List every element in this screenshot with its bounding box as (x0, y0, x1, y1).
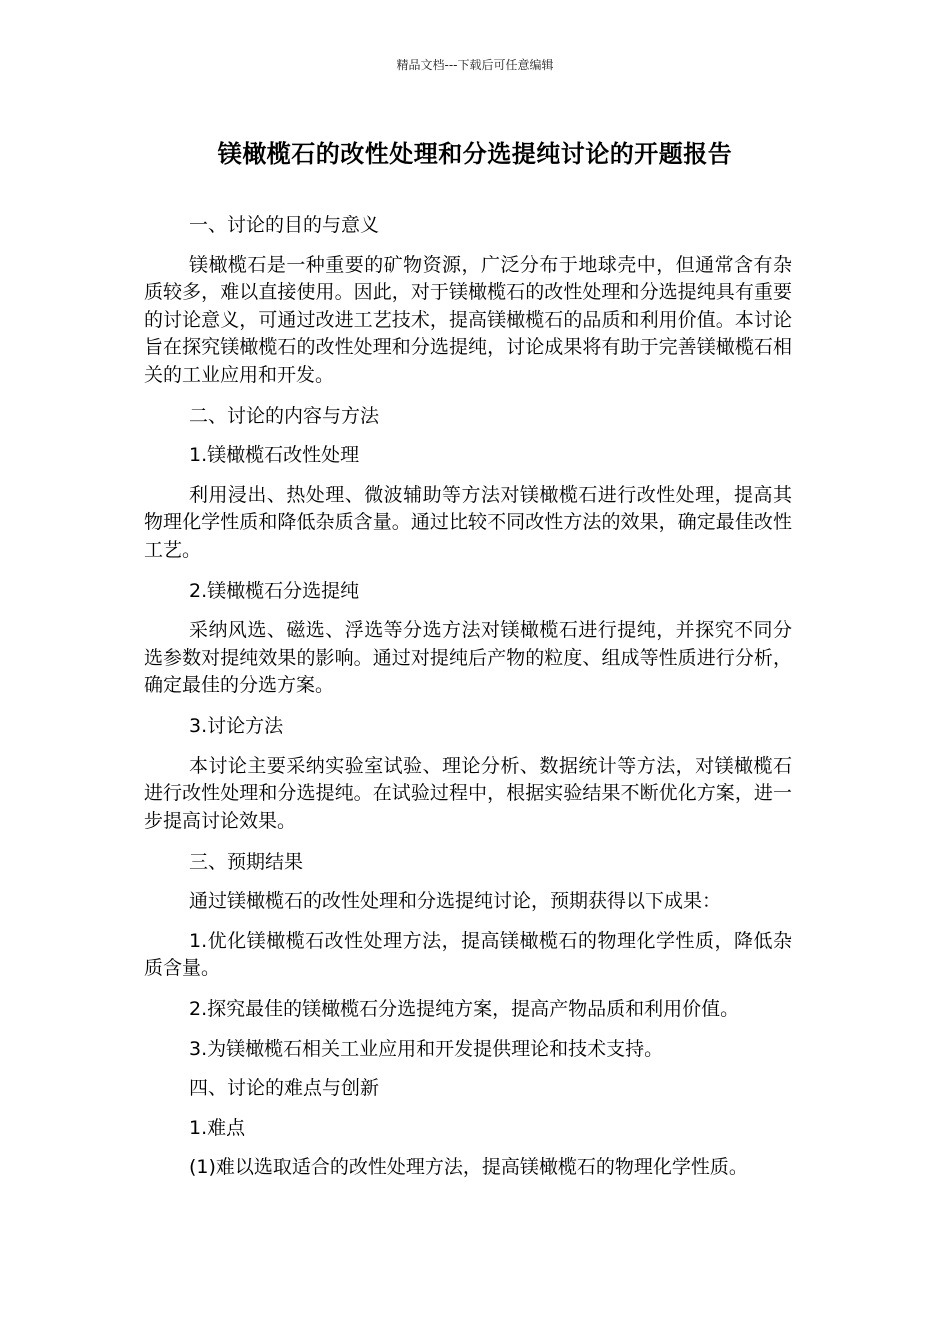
subsection-heading: 3.讨论方法 (189, 715, 284, 737)
section-heading: 三、预期结果 (189, 850, 304, 873)
list-item: 1.优化镁橄榄石改性处理方法，提高镁橄榄石的物理化学性质，降低杂质含量。 (144, 929, 792, 979)
subsection-heading: 2.镁橄榄石分选提纯 (189, 579, 360, 602)
subsection-heading: 1.难点 (189, 1116, 246, 1139)
section-heading: 二、讨论的内容与方法 (189, 404, 380, 427)
section-heading: 一、讨论的目的与意义 (189, 214, 380, 236)
document-title: 镁橄榄石的改性处理和分选提纯讨论的开题报告 (217, 140, 733, 168)
header-note: 精品文档---下载后可任意编辑 (396, 58, 554, 72)
list-item: (1)难以选取适合的改性处理方法，提高镁橄榄石的物理化学性质。 (189, 1156, 748, 1178)
paragraph: 采纳风选、磁选、浮选等分选方法对镁橄榄石进行提纯，并探究不同分选参数对提纯效果的影响。通过对提纯后产物的粒度、组成等性质进行分析，确定最佳的分选方案。 (144, 619, 792, 696)
document-body (144, 212, 792, 1194)
paragraph: 利用浸出、热处理、微波辅助等方法对镁橄榄石进行改性处理，提高其物理化学性质和降低杂质含量。通过比较不同改性方法的效果，确定最佳改性工艺。 (144, 483, 792, 561)
paragraph: 本讨论主要采纳实验室试验、理论分析、数据统计等方法，对镁橄榄石进行改性处理和分选提纯。在试验过程中，根据实验结果不断优化方案，进一步提高讨论效果。 (144, 754, 792, 832)
paragraph: 通过镁橄榄石的改性处理和分选提纯讨论，预期获得以下成果： (189, 890, 722, 912)
list-item: 2.探究最佳的镁橄榄石分选提纯方案，提高产物品质和利用价值。 (189, 998, 740, 1020)
list-item: 3.为镁橄榄石相关工业应用和开发提供理论和技术支持。 (189, 1037, 664, 1060)
section-heading: 四、讨论的难点与创新 (189, 1077, 380, 1099)
subsection-heading: 1.镁橄榄石改性处理 (189, 444, 360, 466)
paragraph: 镁橄榄石是一种重要的矿物资源，广泛分布于地球壳中，但通常含有杂质较多，难以直接使用。因此，对于镁橄榄石的改性处理和分选提纯具有重要的讨论意义，可通过改进工艺技术，提高镁橄榄石的品质和利用价值。本讨论旨在探究镁橄榄石的改性处理和分选提纯，讨论成果将有助于完善镁橄榄石相关的工业应用和开发。 (144, 253, 792, 386)
